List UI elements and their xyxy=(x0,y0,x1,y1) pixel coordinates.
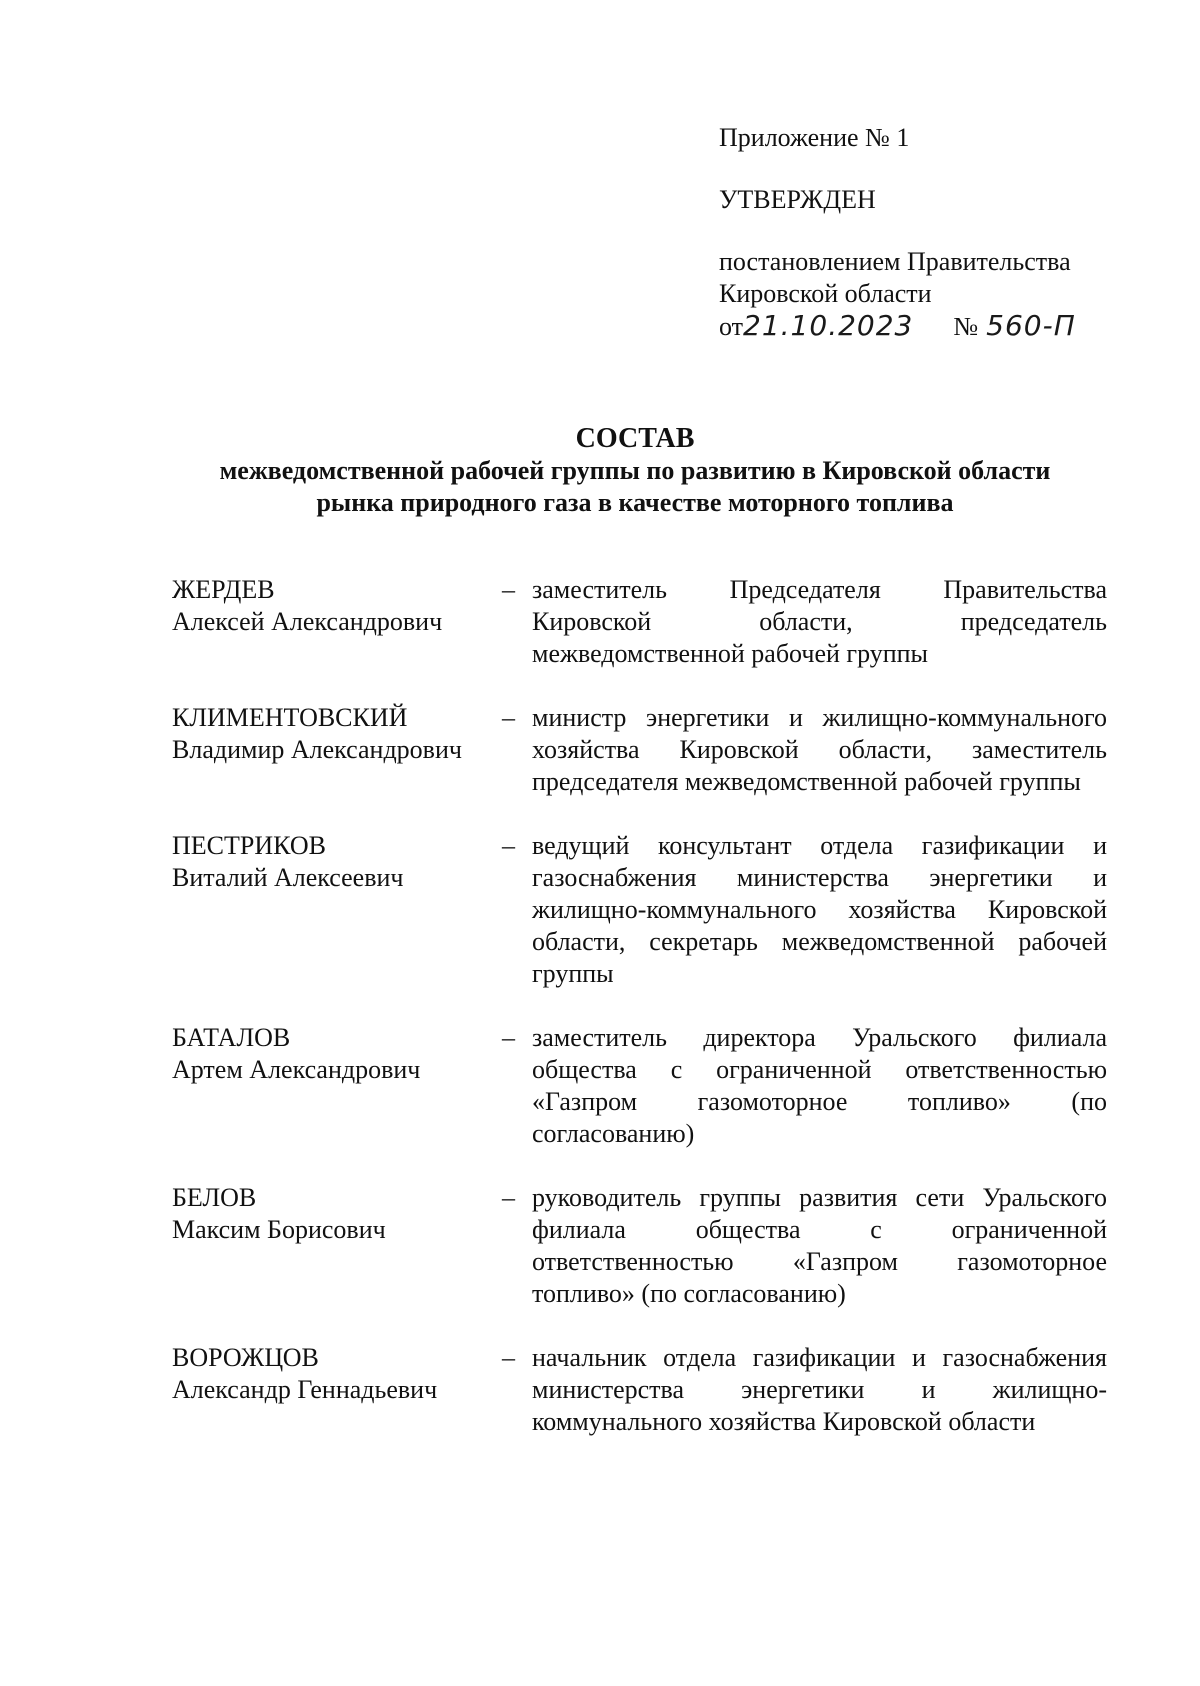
member-position: заместитель директора Уральского филиала общества с ограниченной ответственностью «Газпром газомоторное топливо» (по согласованию) xyxy=(532,1023,1107,1148)
member-entry xyxy=(172,1022,1107,1150)
member-position: руководитель группы развития сети Уральского филиала общества с ограниченной ответственностью «Газпром газомоторное топливо» (по согласованию) xyxy=(532,1183,1107,1308)
approved-stamp-text: УТВЕРЖДЕН xyxy=(719,185,876,214)
member-given-names: Александр Геннадьевич xyxy=(172,1375,438,1404)
member-name xyxy=(172,574,502,670)
number-label: № xyxy=(953,312,979,341)
member-entry xyxy=(172,702,1107,798)
title-main: СОСТАВ xyxy=(575,423,695,454)
member-surname: ПЕСТРИКОВ xyxy=(172,831,326,860)
member-given-names: Виталий Алексеевич xyxy=(172,863,404,892)
appendix-label: Приложение № 1 xyxy=(719,123,910,152)
decree-date-number-line xyxy=(719,310,1159,343)
member-name xyxy=(172,702,502,798)
member-name xyxy=(172,1182,502,1310)
date-prefix: от xyxy=(719,312,744,341)
approval-header xyxy=(719,122,1159,343)
member-given-names: Владимир Александрович xyxy=(172,735,462,764)
member-name xyxy=(172,1342,502,1438)
member-entry xyxy=(172,830,1107,990)
member-name xyxy=(172,1022,502,1150)
member-given-names: Алексей Александрович xyxy=(172,607,443,636)
member-dash: – xyxy=(502,1023,515,1052)
member-position: ведущий консультант отдела газификации и газоснабжения министерства энергетики и жилищно-коммунального хозяйства Кировской области, секретарь межведомственной рабочей группы xyxy=(532,831,1107,988)
decree-line-1: постановлением Правительства xyxy=(719,247,1071,276)
member-given-names: Артем Александрович xyxy=(172,1055,421,1084)
member-position: начальник отдела газификации и газоснабжения министерства энергетики и жилищно-коммунального хозяйства Кировской области xyxy=(532,1343,1107,1436)
member-position: заместитель Председателя Правительства Кировской области, председатель межведомственной рабочей группы xyxy=(532,575,1107,668)
member-entry xyxy=(172,1182,1107,1310)
title-line-2: рынка природного газа в качестве моторного топлива xyxy=(316,488,954,517)
decree-line-2: Кировской области xyxy=(719,279,932,308)
decree-date-handwritten: 21.10.2023 xyxy=(743,309,914,342)
member-name xyxy=(172,830,502,990)
member-dash: – xyxy=(502,831,515,860)
member-surname: БАТАЛОВ xyxy=(172,1023,291,1052)
member-entry xyxy=(172,1342,1107,1438)
document-title xyxy=(100,423,1170,519)
member-dash: – xyxy=(502,1183,515,1212)
member-surname: КЛИМЕНТОВСКИЙ xyxy=(172,703,408,732)
member-surname: БЕЛОВ xyxy=(172,1183,257,1212)
member-entry xyxy=(172,574,1107,670)
member-position: министр энергетики и жилищно-коммунального хозяйства Кировской области, заместитель председателя межведомственной рабочей группы xyxy=(532,703,1107,796)
members-list xyxy=(172,574,1107,1470)
member-given-names: Максим Борисович xyxy=(172,1215,386,1244)
decree-number-handwritten: 560-П xyxy=(986,309,1076,342)
member-surname: ВОРОЖЦОВ xyxy=(172,1343,319,1372)
title-line-1: межведомственной рабочей группы по развитию в Кировской области xyxy=(219,456,1051,485)
member-dash: – xyxy=(502,575,515,604)
member-dash: – xyxy=(502,1343,515,1372)
member-surname: ЖЕРДЕВ xyxy=(172,575,275,604)
member-dash: – xyxy=(502,703,515,732)
